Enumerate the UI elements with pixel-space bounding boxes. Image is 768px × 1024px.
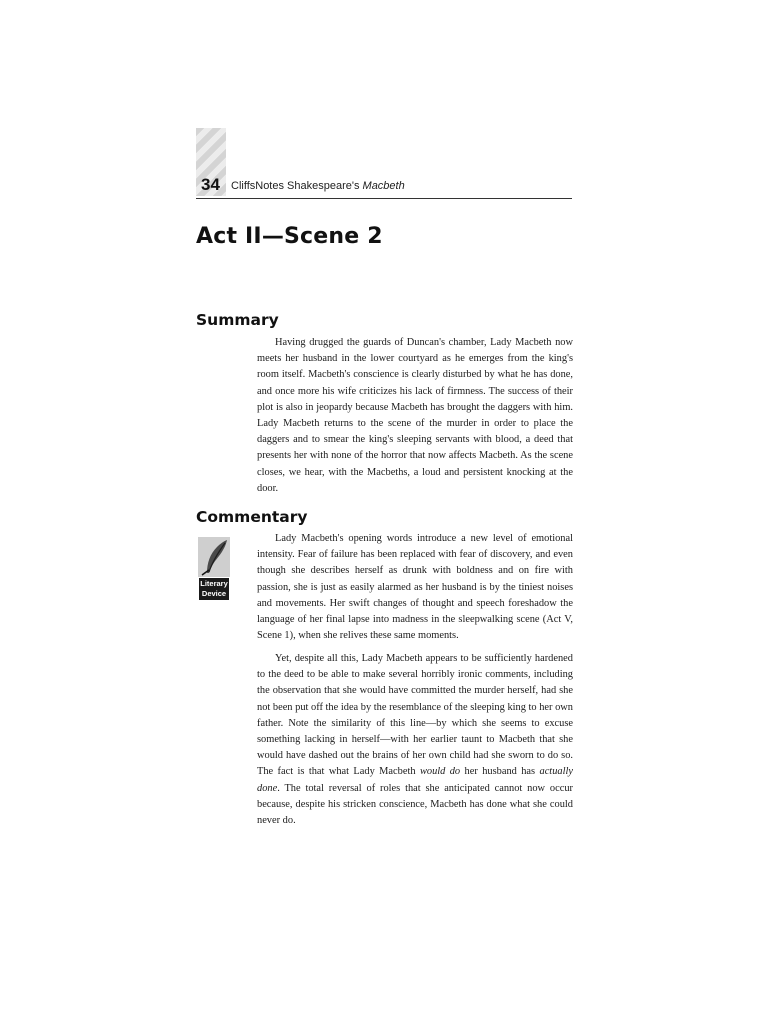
running-title <box>231 180 405 192</box>
commentary-paragraph-2-part2: her husband has <box>460 766 540 778</box>
scene-title: Act II—Scene 2 <box>196 224 383 249</box>
literary-device-label-line2: Device <box>201 589 227 598</box>
running-title-prefix: CliffsNotes Shakespeare's <box>231 180 363 192</box>
commentary-paragraph-2 <box>257 651 573 829</box>
page-header <box>196 172 572 199</box>
commentary-heading: Commentary <box>196 508 308 526</box>
quill-icon <box>198 537 230 577</box>
page-number: 34 <box>201 175 220 194</box>
commentary-paragraph-2-part3: . The total reversal of roles that she anticipated cannot now occur because, despite his stricken conscience, Macbeth has done what she could never do. <box>257 782 573 827</box>
summary-heading: Summary <box>196 311 279 329</box>
running-title-italic: Macbeth <box>362 180 405 192</box>
commentary-paragraph-1: Lady Macbeth's opening words introduce a new level of emotional intensity. Fear of failure has been replaced with fear of discovery, and even though she describes herself as drunk with boldness and on fire with passion, she is just as easily alarmed as her husband is by the tiniest noises and movements. Her swift changes of thought and speech foreshadow the language of her final lapse into madness in the sleepwalking scene (Act V, Scene 1), when she relives these same moments. <box>257 533 573 642</box>
literary-device-label-line1: Literary <box>200 579 228 588</box>
literary-device-icon <box>198 537 230 601</box>
commentary-emphasis-actually-done: actually done <box>257 766 573 794</box>
commentary-paragraph-2-part1: Yet, despite all this, Lady Macbeth appears to be sufficiently hardened to the deed to be able to make several horribly ironic comments, including the observation that she would have committed the murder herself, had she not been put off the idea by the resemblance of the sleeping king to her own father. Note the similarity of this line—by which she seems to excuse something lacking in herself—with her earlier taunt to Macbeth that she would have dashed out the brains of her own child had she sworn to do so. The fact is that what Lady Macbeth <box>257 653 573 778</box>
literary-device-label <box>199 578 229 600</box>
summary-paragraph: Having drugged the guards of Duncan's chamber, Lady Macbeth now meets her husband in the lower courtyard as he emerges from the king's room itself. Macbeth's conscience is clearly disturbed by what he has done, and once more his wife criticizes his lack of firmness. The success of their plot is also in jeopardy because Macbeth has brought the daggers with him. Lady Macbeth returns to the scene of the murder in order to place the daggers and to smear the king's sleeping servants with blood, a deed that presents her with none of the horror that now affects Macbeth. As the scene closes, we hear, with the Macbeths, a loud and persistent knocking at the door. <box>257 337 573 494</box>
commentary-emphasis-would-do: would do <box>419 766 461 778</box>
